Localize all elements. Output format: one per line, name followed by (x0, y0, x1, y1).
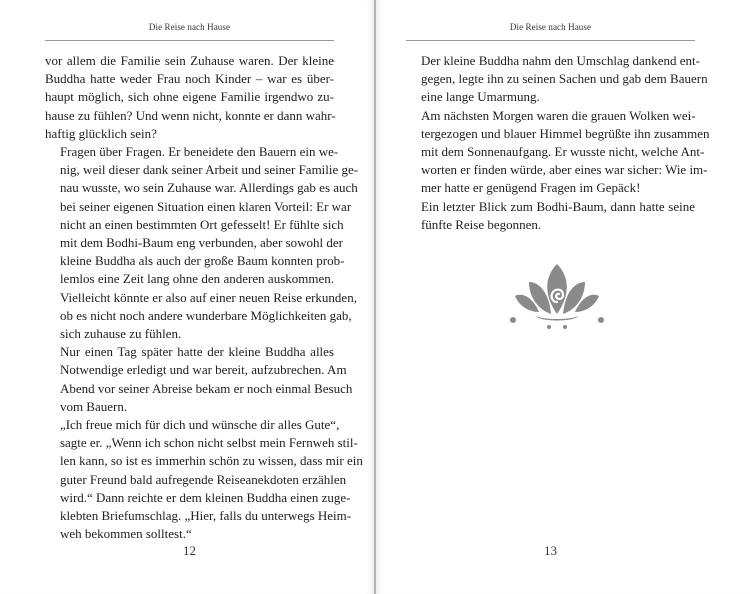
text-line: vom Bauern. (59, 398, 128, 414)
text-line: haupt möglich, sich ohne eigene Familie irgendwo zu- (45, 89, 334, 105)
left-page (0, 0, 374, 594)
lotus-base (535, 316, 579, 321)
lotus-ornament-icon (509, 262, 605, 334)
text-line: mit dem Bodhi-Baum eng verbunden, aber sowohl der (59, 235, 343, 251)
text-line: Fragen über Fragen. Er beneidete den Bauern ein we- (59, 144, 339, 160)
right-page (376, 0, 750, 594)
paragraph (406, 52, 708, 107)
text-line: klebten Briefumschlag. „Hier, falls du unterwegs Heim- (59, 508, 352, 524)
text-line: gegen, legte ihn zu seinen Sachen und gab dem Bauern (420, 71, 708, 87)
right-body-text (406, 52, 710, 234)
lotus-dot-right (598, 317, 604, 323)
lotus-dot-bottom-left (547, 325, 551, 329)
left-running-head: Die Reise nach Hause (148, 22, 231, 32)
lotus-dot-bottom-right (563, 325, 567, 329)
text-line: mer hatte er genügend Fragen im Gepäck! (420, 180, 641, 196)
text-line: hause zu fühlen? Und wenn nicht, konnte er dann wahr- (45, 107, 336, 123)
text-line: sich zuhause zu fühlen. (59, 326, 182, 342)
text-line: Am nächsten Morgen waren die grauen Wolken wei- (420, 107, 696, 123)
text-line: nicht an einen bestimmten Ort gefesselt! Er fühlte sich (59, 216, 344, 232)
text-line: „Ich freue mich für dich und wünsche dir alles Gute“, (59, 417, 340, 433)
text-line: wird.“ Dann reichte er dem kleinen Buddha einen zuge- (59, 489, 351, 505)
text-line: Vielleicht könnte er also auf einer neuen Reise erkunden, (59, 289, 357, 305)
paragraph (45, 143, 359, 343)
text-line: len kann, so ist es immerhin schön zu wissen, dass mir ein (59, 453, 363, 469)
text-line: eine lange Umarmung. (420, 89, 540, 105)
left-page-number: 12 (183, 543, 196, 558)
right-header-rule (406, 40, 695, 41)
text-line: Nur einen Tag später hatte der kleine Buddha alles (59, 344, 334, 360)
right-running-head: Die Reise nach Hause (509, 22, 592, 32)
text-line: Ein letzter Blick zum Bodhi-Baum, dann hatte seine (420, 198, 695, 214)
text-line: mit dem Sonnenaufgang. Er wusste nicht, welche Ant- (420, 144, 705, 160)
text-line: nig, weil dieser dank seiner Arbeit und seiner Familie ge- (59, 162, 359, 178)
text-line: Buddha hatte weder Frau noch Kinder – war es über- (45, 71, 334, 87)
text-line: kleine Buddha als auch der große Baum konnten prob- (59, 253, 345, 269)
text-line: lemlos eine Zeit lang ohne den anderen auskommen. (59, 271, 334, 287)
text-line: sagte er. „Wenn ich schon nicht selbst mein Fernweh stil- (59, 435, 358, 451)
paragraph (45, 52, 334, 143)
paragraph (406, 107, 710, 198)
paragraph (406, 198, 695, 234)
text-line: bei seiner eigenen Situation einen klaren Vorteil: Er war (59, 198, 352, 214)
left-header-rule (45, 40, 334, 41)
left-body-text (45, 52, 363, 543)
text-line: ob es nicht noch andere wunderbare Möglichkeiten gab, (59, 307, 352, 323)
text-line: guter Freund bald aufregende Reiseanekdoten erzählen (59, 471, 347, 487)
lotus-dot-left (510, 317, 516, 323)
text-line: haftig glücklich sein? (45, 125, 157, 141)
text-line: Der kleine Buddha nahm den Umschlag dankend ent- (420, 53, 700, 68)
text-line: Abend vor seiner Abreise bekam er noch einmal Besuch (59, 380, 353, 396)
text-line: fünfte Reise begonnen. (420, 216, 542, 232)
text-line: worten er finden würde, aber eines war sicher: Wie im- (420, 162, 708, 178)
text-line: vor allem die Familie sein Zuhause waren. Der kleine (45, 53, 334, 68)
text-line: nau wusste, wo sein Zuhause war. Allerdings gab es auch (59, 180, 358, 196)
text-line: weh bekommen solltest.“ (59, 526, 192, 542)
right-page-number: 13 (544, 543, 557, 558)
paragraph (45, 343, 353, 416)
text-line: Notwendige erledigt und war bereit, aufzubrechen. Am (59, 362, 347, 378)
paragraph (45, 416, 363, 543)
text-line: tergezogen und blauer Himmel begrüßte ihn zusammen (420, 125, 710, 141)
